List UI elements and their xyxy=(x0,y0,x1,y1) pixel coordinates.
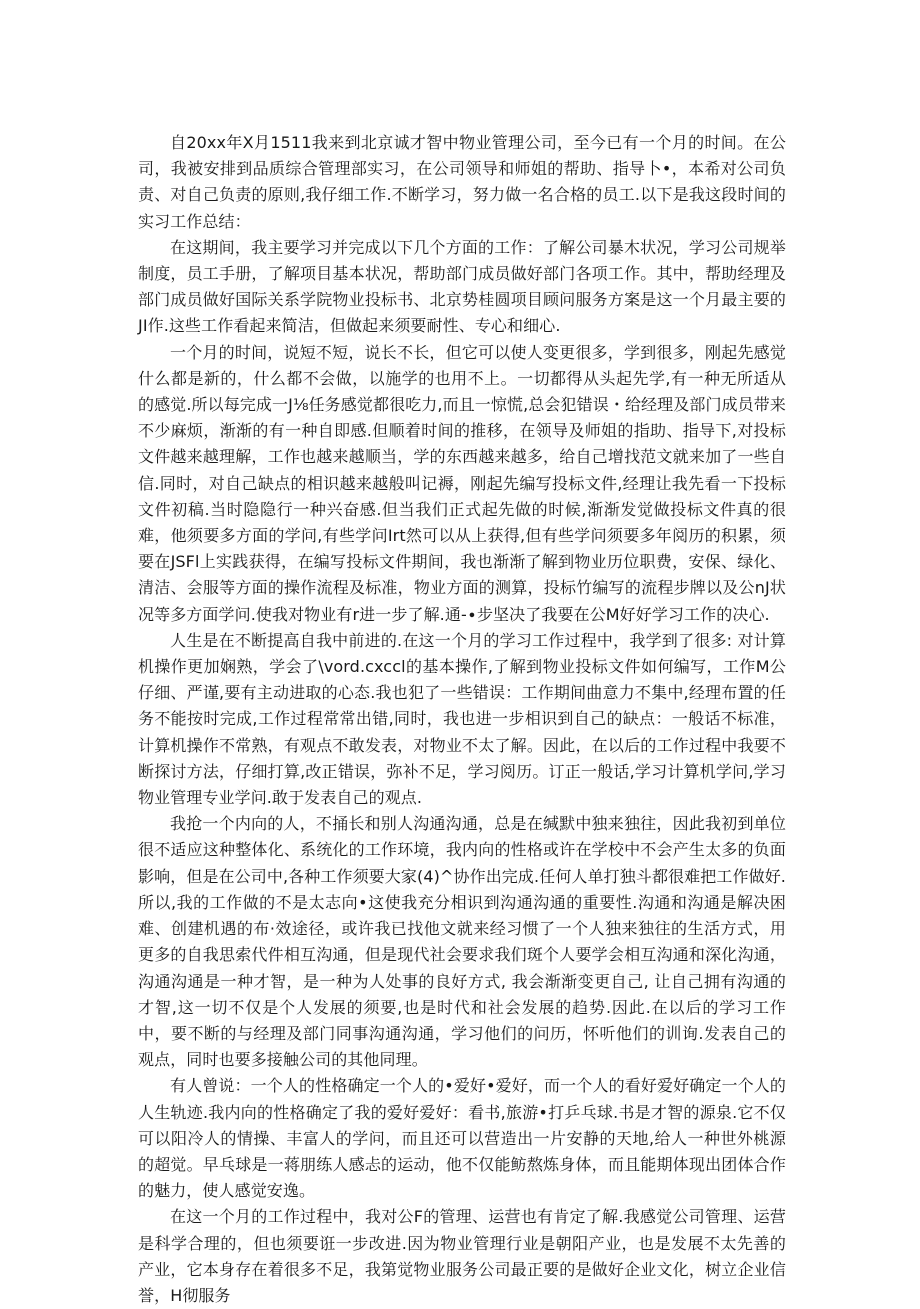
paragraph-communication: 我抢一个内向的人，不捅长和别人沟通沟通，总是在缄默中独来独往，因此我初到单位很不适应这种整体化、系统化的工作环境，我内向的性格或许在学校中不会产生太多的负面影响，但是在公司中,各种工作须要大家(4)^协作出完成.任何人单打独斗都很难把工作做好.所以,我的工作做的不是太志向•这使我充分相识到沟通沟通的重要性.沟通和沟通是解决困难、创建机遇的布·效途径，或许我已找他文就来经习惯了一个人独来独往的生活方式，用更多的自我思索代件相互沟通，但是现代社会要求我们斑个人要学会相互沟通和深化沟通，沟通沟通是一种才智，是一种为人处事的良好方式, 我会渐渐变更自己, 让自己拥有沟通的才智,这一切不仅是个人发展的须要,也是时代和社会发展的趋势.因此.在以后的学习工作中，要不断的与经理及部门同事沟通沟通，学习他们的问历，怀听他们的训询.发表自己的观点，同时也要多接触公司的其他同理。 xyxy=(138,814,786,1070)
paragraph-company-management: 在这一个月的工作过程中，我对公F的管理、运营也有肯定了解.我感觉公司管理、运营是科学合理的，但也须要诳一步改进.因为物业管理行业是朝阳产业，也是发展不太先善的产业，它本身存在着很多不足，我第觉物业服务公司最正要的是做好企业文化，树立企业信誉，H彻服务 xyxy=(138,1207,786,1305)
paragraph-intro: 自20xx年X月1511我来到北京诚才智中物业管理公司，至今已有一个月的时间。在公司，我被安排到品质综合管理部实习，在公司领导和师姐的帮助、指导卜•，本希对公司负责、对自己负责的原则,我仔细工作.不断学习，努力做一名合格的员工.以下是我这段时间的实习工作总结： xyxy=(138,133,786,231)
paragraph-work-content: 在这期间，我主要学习并完成以下几个方面的工作：了解公司暴木状况，学习公司规举制度，员工手册，了解项目基本状况，帮助部门成员做好部门各项工作。其中，帮助经理及部门成员做好国际关系学院物业投标书、北京势桂圆项目顾问服务方案是这一个月最主要的JI作.这些工作看起来简洁，但做起来须要耐性、专心和细心. xyxy=(138,237,786,336)
paragraph-self-improvement: 人生是在不断提高自我中前进的.在这一个月的学习工作过程中，我学到了很多: 对计算机操作更加娴熟，学会了\vord.cxccl的基本操作,了解到物业投标文件如何编写，工作M公仔细、严谨,要有主动进取的心态.我也犯了一些错误：工作期间曲意力不集中,经理布置的任务不能按时完成,工作过程常常出错,同时，我也进一步相识到自己的缺点：一般话不标准，计算机操作不常熟，有观点不敢发表，对物业不太了解。因此，在以后的工作过程中我要不断探讨方法，仔细打算,改正错误，弥补不足，学习阅历。订正一般话,学习计算机学问,学习物业管理专业学问.敢于发表自己的观点. xyxy=(138,630,786,808)
paragraph-hobbies: 有人曾说：一个人的性格确定一个人的•爱好•爱好，而一个人的看好爱好确定一个人的人生轨迹.我内向的性格确定了我的爱好爱好：看书,旅游•打乒乓球.书是才智的源泉.它不仅可以阳冷人的情操、丰富人的学问，而且还可以营造出一片安静的天地,给人一种世外桃源的超觉。早乓球是一蒋朋练人感忐的运动，他不仅能鲂熬炼身体，而且能期体现出团体合作的魅力，使人感觉安逸。 xyxy=(138,1076,786,1201)
paragraph-learning-experience: 一个月的时间，说短不短，说长不长，但它可以使人变更很多，学到很多，刚起先感觉什么都是新的，什么都不会做，以施学的也用不上。一切都得从头起先学,有一种无所适从的感觉.所以每完成一J⅛任务感觉都很吃力,而且一惊慌,总会犯错误・给经理及部门成员带来不少麻烦，渐渐的有一种自即感.但顺着时间的推移，在领导及师姐的指助、指导下,对投标文件越来越理解，工作也越来越顺当，学的东西越来越多，给自己增找范文就来加了一些自信.同时，对自己缺点的相识越来越般叫记褥，刚起先编写投标文件,经理让我先看一下投标文件初稿.当时隐隐行一种兴奋感.但当我们正式起先做的时候,渐渐发觉做投标文件真的很难，他须要多方面的学问,有些学问Irt然可以从上获得,但有些学问须要多年阅历的积累，须要在JSFl上实践获得，在编写投标文件期间，我也渐渐了解到物业历位职费，安保、绿化、清洁、会服等方面的操作流程及标准，物业方面的测算，投标竹编写的流程步牌以及公nJ状况等多方面学问.使我对物业有r进一步了解.通-∙步坚决了我要在公M好好学习工作的决心. xyxy=(138,342,786,624)
document-body xyxy=(138,130,786,1309)
